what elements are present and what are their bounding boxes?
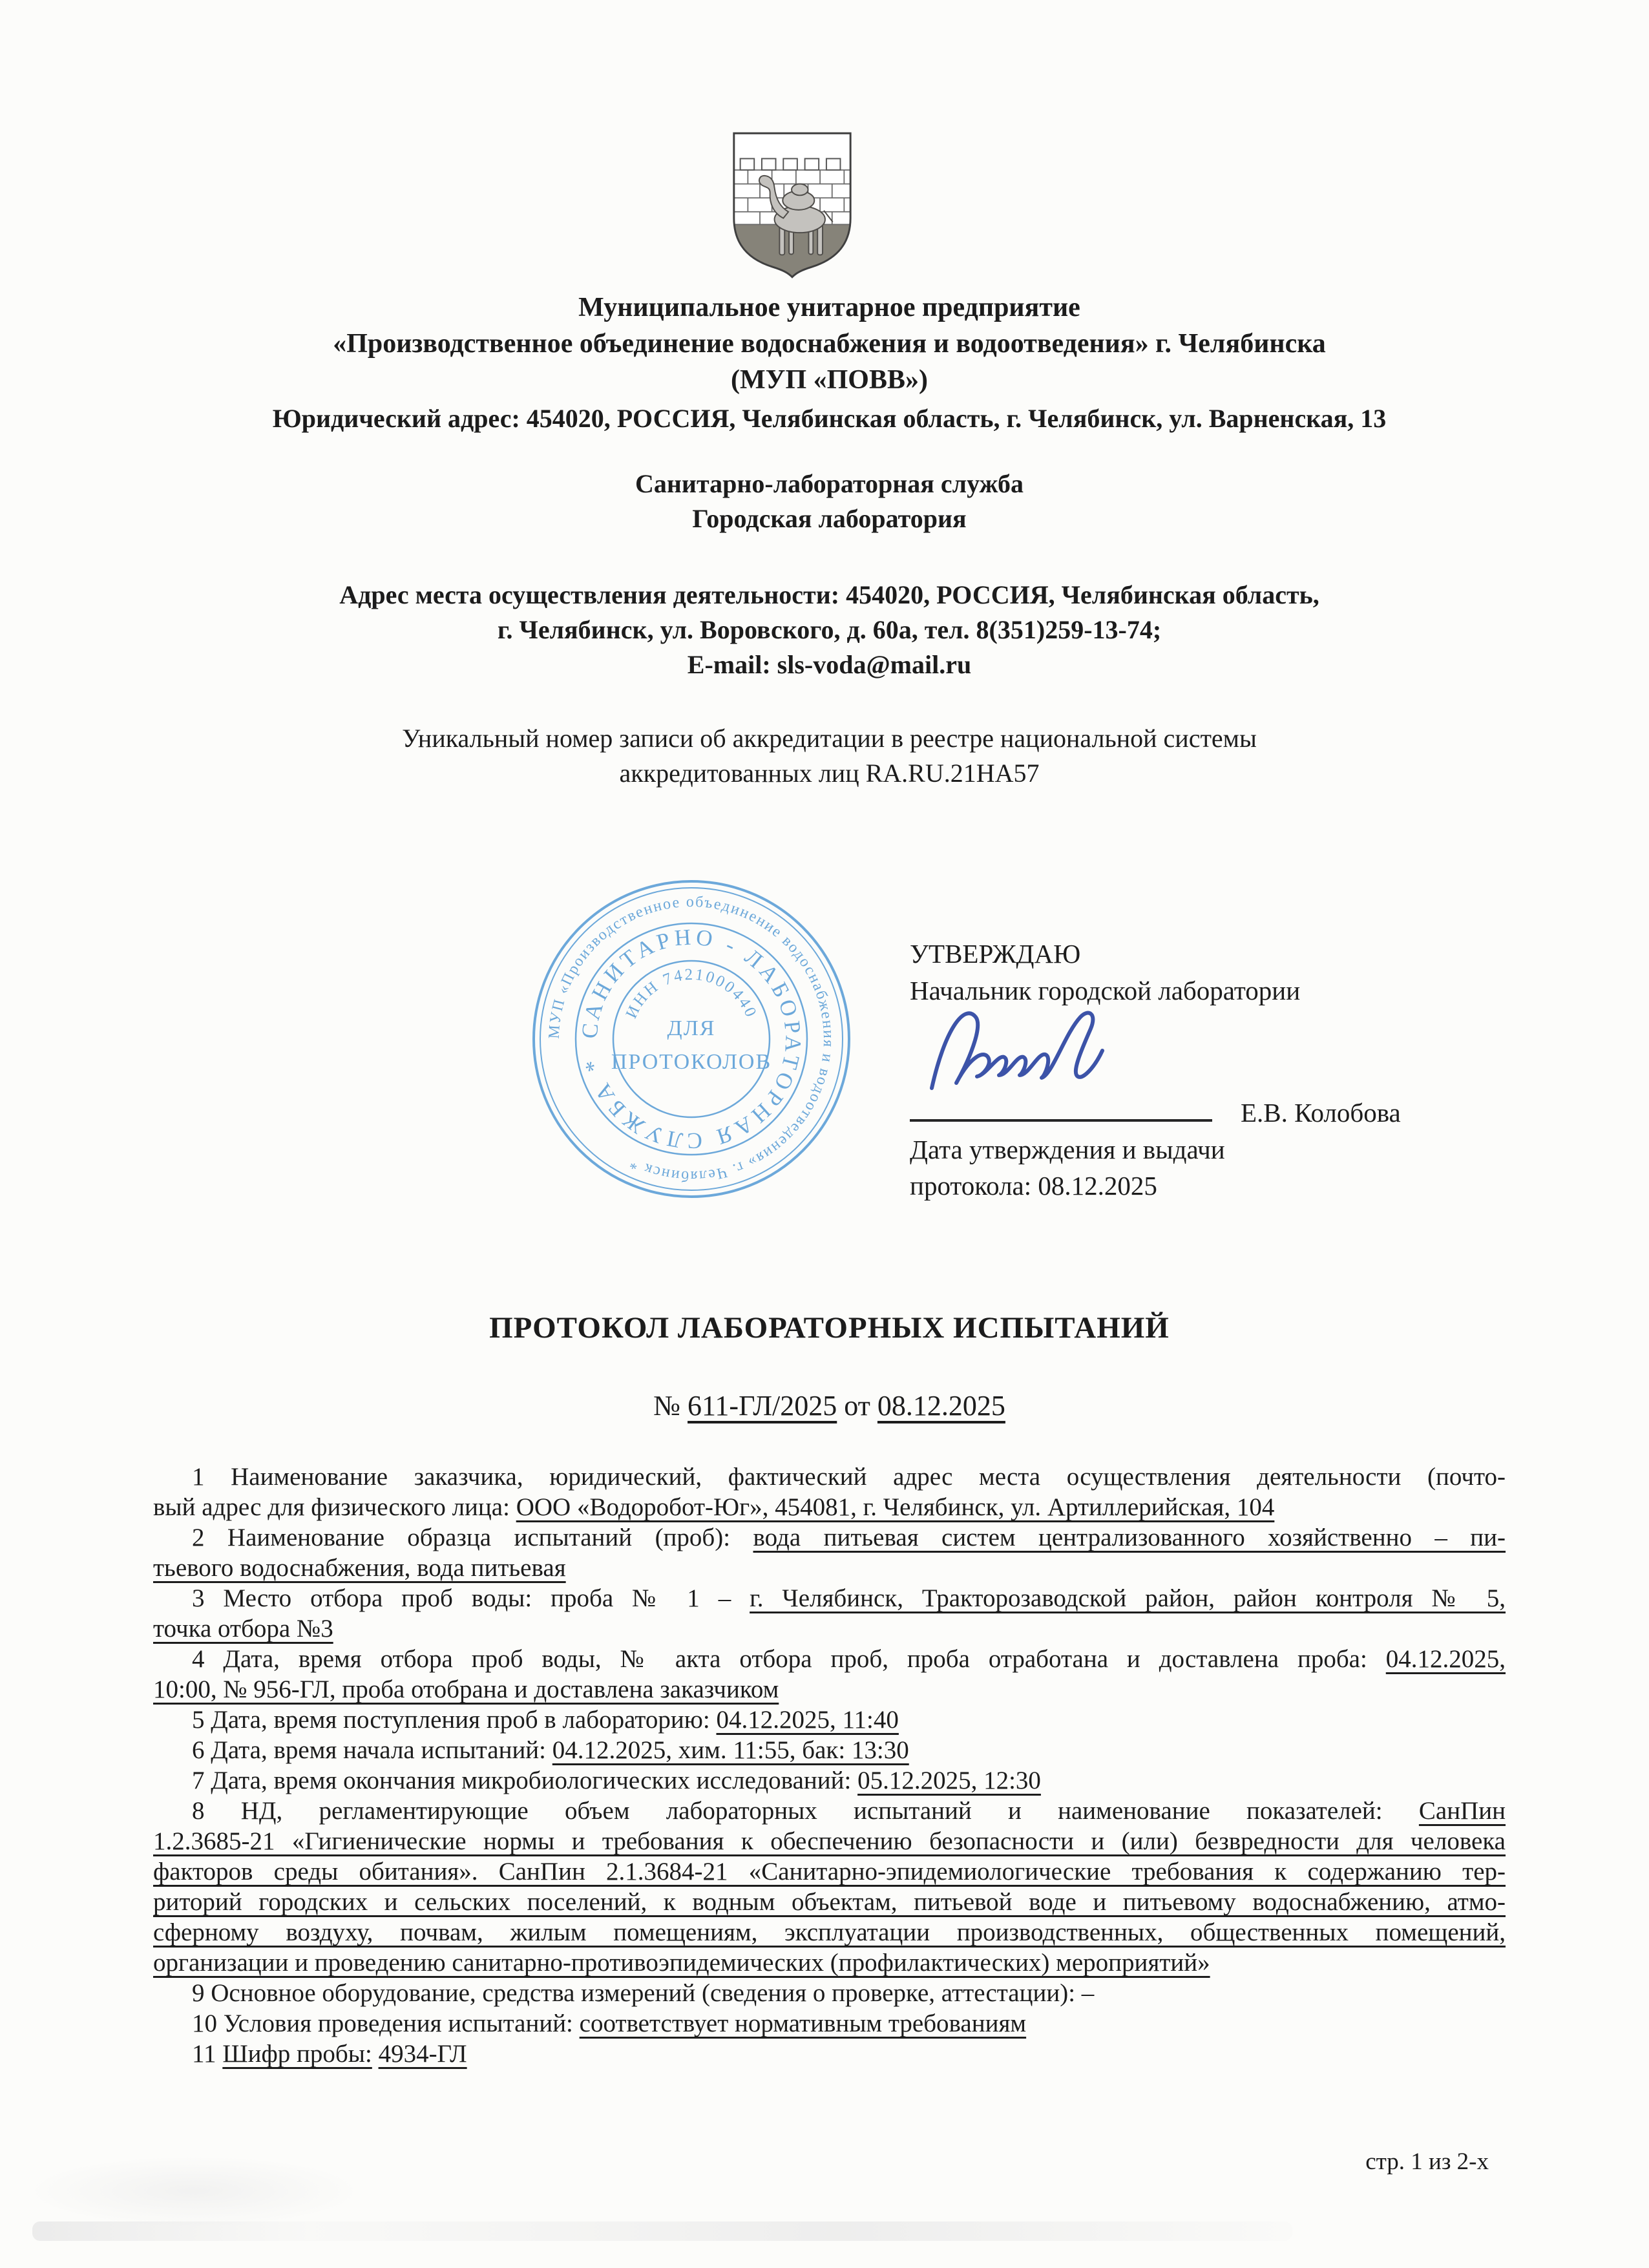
protocol-line <box>153 1826 1506 1856</box>
letterhead <box>153 289 1506 791</box>
approval-date-value: протокола: 08.12.2025 <box>910 1171 1157 1201</box>
protocol-line <box>153 1705 1506 1735</box>
handwritten-signature <box>906 985 1281 1108</box>
page-number: стр. 1 из 2-х <box>1365 2148 1489 2175</box>
protocol-line-label: 11 <box>192 2040 223 2068</box>
protocol-line-label: вый адрес для физического лица: <box>153 1493 516 1521</box>
protocol-line-value: вода питьевая систем централизованного хозяйственно – пи- <box>753 1524 1506 1551</box>
protocol-line-value: соответствует нормативным требованиям <box>579 2010 1027 2037</box>
protocol-lines <box>153 1462 1506 2069</box>
stamp-outer-ring-text: МУП «Производственное объединение водоснабжения и водоотведения» г. Челябинск * <box>545 893 837 1185</box>
stamp-center-line1: ДЛЯ <box>667 1016 716 1040</box>
laboratory-name: Городская лаборатория <box>692 504 967 533</box>
protocol-line-value: риторий городских и сельских поселений, к водным объектам, питьевой воде и питьевому водоснабжению, атмо- <box>153 1888 1506 1916</box>
protocol-line <box>153 2008 1506 2039</box>
protocol-line-value: тьевого водоснабжения, вода питьевая <box>153 1554 566 1582</box>
document-number-line <box>153 1389 1506 1422</box>
protocol-line <box>153 1796 1506 1826</box>
laboratory-round-stamp <box>530 877 853 1201</box>
approver-position: Начальник городской лаборатории <box>910 976 1301 1005</box>
activity-address-line1: Адрес места осуществления деятельности: 454020, РОССИЯ, Челябинская область, <box>339 580 1319 609</box>
protocol-date: 08.12.2025 <box>877 1390 1005 1422</box>
legal-address: Юридический адрес: 454020, РОССИЯ, Челябинская область, г. Челябинск, ул. Варненская, 13 <box>272 404 1387 433</box>
protocol-line-value: точка отбора №3 <box>153 1615 333 1643</box>
protocol-line <box>153 1917 1506 1948</box>
protocol-line-label <box>372 2040 379 2068</box>
protocol-line <box>153 1613 1506 1644</box>
org-name-line1: Муниципальное унитарное предприятие <box>578 293 1080 322</box>
protocol-line-value: 4934-ГЛ <box>378 2040 467 2068</box>
protocol-line-value: 10:00, № 956-ГЛ, проба отобрана и доставлена заказчиком <box>153 1675 779 1703</box>
number-prefix: № <box>653 1390 688 1422</box>
protocol-line-value: 04.12.2025, <box>1385 1645 1506 1673</box>
protocol-line-value: сферному воздуху, почвам, жилым помещениям, эксплуатации производственных, общественных помещений, <box>153 1918 1506 1946</box>
scan-smudge <box>26 2156 362 2227</box>
protocol-line-label: 3 Место отбора проб воды: проба № 1 – <box>192 1584 750 1612</box>
protocol-line <box>153 1492 1506 1522</box>
protocol-line <box>153 1856 1506 1887</box>
protocol-line-label: 8 НД, регламентирующие объем лабораторных испытаний и наименование показателей: <box>192 1797 1419 1825</box>
protocol-line-value: 04.12.2025, хим. 11:55, бак: 13:30 <box>552 1736 909 1764</box>
protocol-line-label: 6 Дата, время начала испытаний: <box>192 1736 552 1764</box>
protocol-line <box>153 1644 1506 1674</box>
protocol-line <box>153 1735 1506 1765</box>
protocol-line-value: 1.2.3685-21 «Гигиенические нормы и требования к обеспечению безопасности и (или) безвредности для человека <box>153 1827 1506 1855</box>
signature-line <box>910 1113 1212 1122</box>
protocol-line <box>153 1674 1506 1705</box>
service-name: Санитарно-лабораторная служба <box>635 469 1024 498</box>
org-name-line3: (МУП «ПОВВ») <box>731 365 928 395</box>
protocol-line-value: СанПин <box>1418 1797 1506 1825</box>
protocol-line <box>153 1583 1506 1613</box>
protocol-number: 611-ГЛ/2025 <box>688 1390 837 1422</box>
protocol-line <box>153 1948 1506 1978</box>
protocol-line-value: Шифр пробы: <box>222 2040 372 2068</box>
protocol-line-value: факторов среды обитания». СанПин 2.1.3684-21 «Санитарно-эпидемиологические требования к содержанию тер- <box>153 1858 1506 1885</box>
protocol-line <box>153 1887 1506 1917</box>
org-name-line2: «Производственное объединение водоснабжения и водоотведения» г. Челябинска <box>333 329 1326 359</box>
protocol-line-label: 1 Наименование заказчика, юридический, фактический адрес места осуществления деятельности (почто- <box>192 1463 1506 1491</box>
protocol-line-value: 04.12.2025, 11:40 <box>716 1706 899 1734</box>
protocol-line-value: 05.12.2025, 12:30 <box>857 1767 1041 1794</box>
protocol-line <box>153 1765 1506 1796</box>
protocol-line <box>153 1978 1506 2008</box>
signer-name: Е.В. Колобова <box>1241 1098 1401 1128</box>
document-title: ПРОТОКОЛ ЛАБОРАТОРНЫХ ИСПЫТАНИЙ <box>489 1311 1170 1345</box>
accreditation-line2: аккредитованных лиц RA.RU.21HA57 <box>619 759 1040 788</box>
approval-block <box>910 936 1595 1204</box>
protocol-line-label: 5 Дата, время поступления проб в лабораторию: <box>192 1706 717 1734</box>
accreditation-line1: Уникальный номер записи об аккредитации в реестре национальной системы <box>402 724 1257 753</box>
stamp-inn-text: ИНН 7421000440 <box>622 965 761 1022</box>
protocol-line-label: 4 Дата, время отбора проб воды, № акта отбора проб, проба отработана и доставлена проба: <box>192 1645 1386 1673</box>
chelyabinsk-coat-of-arms <box>729 129 856 282</box>
protocol-line-value: организации и проведению санитарно-противоэпидемических (профилактических) мероприятий» <box>153 1949 1210 1977</box>
stamp-center-line2: ПРОТОКОЛОВ <box>611 1050 772 1074</box>
protocol-line-value: г. Челябинск, Тракторозаводской район, район контроля № 5, <box>750 1584 1506 1612</box>
protocol-line-label: 9 Основное оборудование, средства измерений (сведения о проверке, аттестации): – <box>192 1979 1095 2007</box>
protocol-line <box>153 1522 1506 1553</box>
approve-label: УТВЕРЖДАЮ <box>910 939 1081 969</box>
protocol-line-label: 2 Наименование образца испытаний (проб): <box>192 1524 753 1551</box>
protocol-line-value: ООО «Водоробот-Юг», 454081, г. Челябинск, ул. Артиллерийская, 104 <box>516 1493 1275 1521</box>
protocol-line-label: 10 Условия проведения испытаний: <box>192 2010 580 2037</box>
date-word: от <box>837 1390 877 1422</box>
email-line: E-mail: sls-voda@mail.ru <box>687 650 972 679</box>
protocol-line <box>153 1462 1506 1492</box>
protocol-line <box>153 1553 1506 1583</box>
protocol-line-label: 7 Дата, время окончания микробиологических исследований: <box>192 1767 858 1794</box>
protocol-line <box>153 2039 1506 2069</box>
stamp-middle-ring-text: САНИТАРНО - ЛАБОРАТОРНАЯ СЛУЖБА * <box>576 924 806 1154</box>
scan-artifact-band <box>32 2221 1292 2241</box>
activity-address-line2: г. Челябинск, ул. Воровского, д. 60а, тел. 8(351)259-13-74; <box>497 615 1162 644</box>
approval-date-label: Дата утверждения и выдачи <box>910 1135 1225 1164</box>
